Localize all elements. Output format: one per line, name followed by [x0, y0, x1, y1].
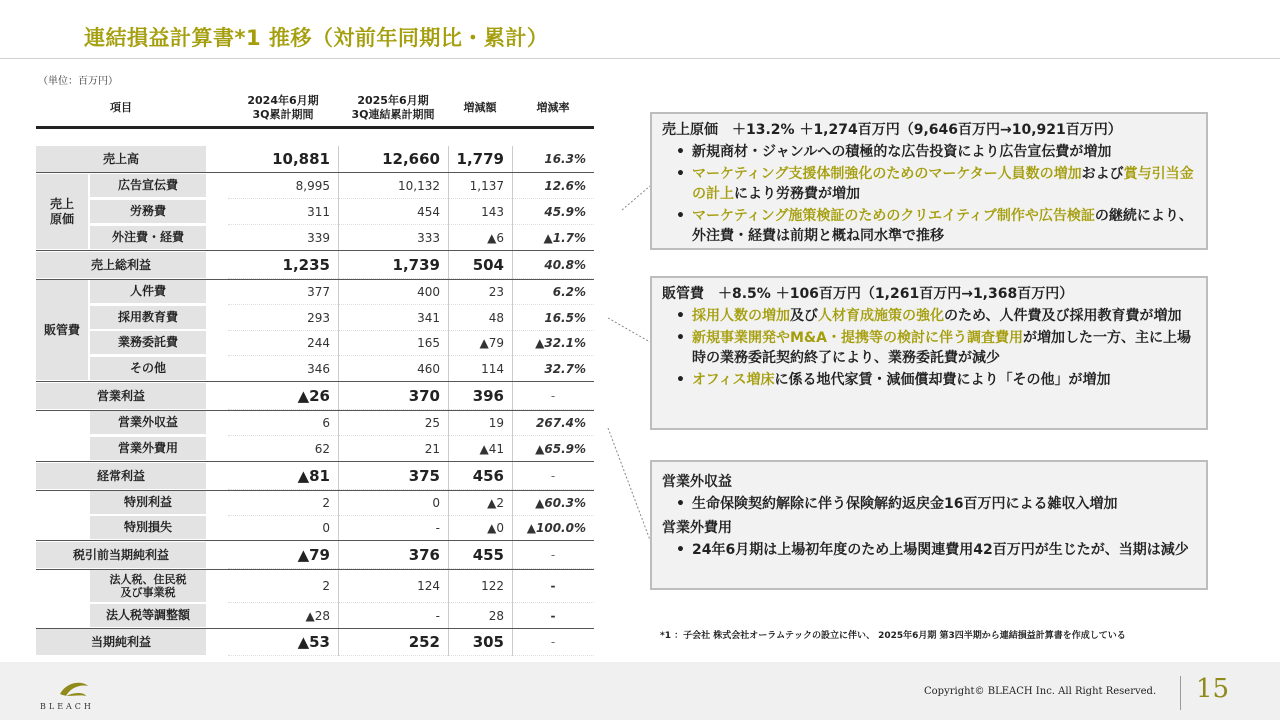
- table-cell: 305: [448, 629, 512, 656]
- table-cell: ▲53: [228, 629, 338, 656]
- footnote: *1 ：子会社 株式会社オーラムテックの設立に伴い、 2025年6月期 第3四半期から連結損益計算書を作成している: [660, 631, 1126, 641]
- bullet-text: 及び: [790, 308, 818, 324]
- table-cell: 32.7%: [512, 357, 594, 382]
- table-cell: 377: [228, 280, 338, 305]
- table-cell: -: [512, 542, 594, 569]
- table-cell: 1,739: [338, 252, 448, 279]
- table-cell: -: [512, 604, 594, 629]
- row-label-pretax: 税引前当期純利益: [36, 542, 206, 568]
- table-cell: ▲100.0%: [512, 516, 594, 541]
- row-label-other: その他: [90, 357, 206, 380]
- table-cell: 0: [338, 491, 448, 516]
- table-cell: 293: [228, 306, 338, 331]
- bullet-text: および: [1081, 166, 1124, 182]
- cogs-bullet-3: [662, 206, 1196, 246]
- table-cell: ▲0: [448, 516, 512, 541]
- header-rate: 増減率: [536, 101, 570, 114]
- table-cell: 165: [338, 331, 448, 356]
- bullet-text: 生命保険契約解除に伴う保険解約返戻金16百万円による雑収入増加: [692, 496, 1118, 512]
- table-cell: 143: [448, 200, 512, 225]
- page-number-divider: [1180, 676, 1181, 710]
- table-cell: ▲32.1%: [512, 331, 594, 356]
- table-cell: ▲6: [448, 226, 512, 251]
- nonop-bullet-1: [662, 494, 1196, 514]
- highlight-text: マーケティング施策検証のためのクリエイティブ制作や広告検証: [692, 208, 1095, 224]
- table-cell: 455: [448, 542, 512, 569]
- group-sga: 販管費: [36, 280, 88, 380]
- table-cell: 1,779: [448, 146, 512, 173]
- table-cell: 267.4%: [512, 411, 594, 436]
- bullet-text: のため、人件費及び採用教育費が増加: [944, 308, 1182, 324]
- highlight-text: 人材育成施策の強化: [818, 308, 944, 324]
- row-label-extra-loss: 特別損失: [90, 516, 206, 539]
- nonop-bullet-2: [662, 540, 1196, 560]
- row-label-nonop-income: 営業外収益: [90, 411, 206, 434]
- table-cell: 40.8%: [512, 252, 594, 279]
- highlight-text: マーケティング支援体制強化のためのマーケター人員数の増加: [692, 166, 1082, 182]
- table-cell: 10,881: [228, 146, 338, 173]
- table-cell: 45.9%: [512, 200, 594, 225]
- sga-heading: 販管費 ＋8.5% ＋106百万円（1,261百万円→1,368百万円）: [662, 286, 1074, 302]
- table-cell: ▲1.7%: [512, 226, 594, 251]
- table-cell: 12,660: [338, 146, 448, 173]
- nonop-expense-heading: 営業外費用: [662, 520, 732, 536]
- row-label-ordinary-profit: 経常利益: [36, 463, 206, 489]
- table-cell: ▲65.9%: [512, 437, 594, 462]
- table-cell: 370: [338, 383, 448, 410]
- table-cell: 12.6%: [512, 174, 594, 199]
- table-cell: 311: [228, 200, 338, 225]
- sga-bullet-1: [662, 306, 1196, 326]
- bullet-text: が増加した一方、主に上場時の業務委託契約終了により、業務委託費が減少: [692, 330, 1191, 366]
- table-cell: ▲60.3%: [512, 491, 594, 516]
- table-cell: -: [338, 516, 448, 541]
- row-label-outsource: 外注費・経費: [90, 226, 206, 249]
- table-cell: 454: [338, 200, 448, 225]
- table-cell: 28: [448, 604, 512, 629]
- table-cell: 244: [228, 331, 338, 356]
- table-cell: 23: [448, 280, 512, 305]
- highlight-text: 新規事業開発やM&A・提携等の検討に伴う調査費用: [692, 330, 1023, 346]
- table-cell: -: [512, 383, 594, 410]
- table-cell: 400: [338, 280, 448, 305]
- highlight-text: 採用人数の増加: [692, 308, 790, 324]
- bullet-text: に係る地代家賃・減価償却費により「その他」が増加: [774, 372, 1111, 388]
- row-label-operating-profit: 営業利益: [36, 383, 206, 409]
- cogs-bullet-2: [662, 164, 1196, 204]
- table-cell: -: [512, 570, 594, 603]
- table-cell: 504: [448, 252, 512, 279]
- table-cell: 396: [448, 383, 512, 410]
- highlight-text: オフィス増床: [692, 372, 775, 388]
- table-cell: 376: [338, 542, 448, 569]
- table-cell: ▲2: [448, 491, 512, 516]
- row-label-income-tax: 法人税、住民税 及び事業税: [90, 570, 206, 602]
- row-label-personnel: 人件費: [90, 280, 206, 303]
- copyright: Copyright© BLEACH Inc. All Right Reserved.: [924, 686, 1157, 697]
- header-item: 項目: [110, 101, 132, 114]
- table-cell: 339: [228, 226, 338, 251]
- header-diff: 増減額: [463, 101, 497, 114]
- table-cell: 0: [228, 516, 338, 541]
- group-cogs: 売上 原価: [36, 174, 88, 249]
- header-2025: 2025年6月期 3Q連結累計期間: [351, 94, 435, 121]
- sga-explanation-box: [650, 276, 1208, 430]
- table-cell: 16.3%: [512, 146, 594, 173]
- nonop-income-heading: 営業外収益: [662, 474, 732, 490]
- table-cell: 21: [338, 437, 448, 462]
- table-cell: 124: [338, 570, 448, 603]
- table-cell: 10,132: [338, 174, 448, 199]
- row-label-sales: 売上高: [36, 146, 206, 172]
- bullet-text: の継続により、外注費・経費は前期と概ね同水準で推移: [692, 208, 1193, 244]
- table-cell: ▲81: [228, 463, 338, 490]
- table-cell: 2: [228, 570, 338, 603]
- row-label-tax-adjust: 法人税等調整額: [90, 604, 206, 627]
- table-cell: 114: [448, 357, 512, 382]
- bullet-text: 新規商材・ジャンルへの積極的な広告投資により広告宣伝費が増加: [692, 144, 1112, 160]
- table-cell: 6: [228, 411, 338, 436]
- sga-bullet-3: [662, 370, 1196, 390]
- row-label-net-income: 当期純利益: [36, 629, 206, 655]
- highlight-text: 賞与引当金の計上: [692, 166, 1194, 202]
- bullet-text: により労務費が増加: [734, 186, 860, 202]
- table-cell: ▲79: [228, 542, 338, 569]
- table-cell: 346: [228, 357, 338, 382]
- table-cell: -: [512, 463, 594, 490]
- row-label-gross-profit: 売上総利益: [36, 252, 206, 278]
- page-number: 15: [1196, 674, 1230, 704]
- table-cell: ▲41: [448, 437, 512, 462]
- cogs-bullet-1: [662, 142, 1196, 162]
- table-cell: 1,137: [448, 174, 512, 199]
- table-cell: 19: [448, 411, 512, 436]
- table-cell: 1,235: [228, 252, 338, 279]
- table-cell: 456: [448, 463, 512, 490]
- row-label-extra-gain: 特別利益: [90, 491, 206, 514]
- table-cell: 16.5%: [512, 306, 594, 331]
- row-label-recruit: 採用教育費: [90, 306, 206, 329]
- table-cell: ▲79: [448, 331, 512, 356]
- table-cell: ▲26: [228, 383, 338, 410]
- bullet-text: 24年6月期は上場初年度のため上場関連費用42百万円が生じたが、当期は減少: [692, 542, 1189, 558]
- cogs-explanation-box: [650, 112, 1208, 250]
- page-title: 連結損益計算書*1 推移（対前年同期比・累計）: [84, 26, 549, 50]
- table-cell: 6.2%: [512, 280, 594, 305]
- table-cell: 62: [228, 437, 338, 462]
- table-cell: 8,995: [228, 174, 338, 199]
- row-label-contract: 業務委託費: [90, 331, 206, 354]
- table-cell: ▲28: [228, 604, 338, 629]
- table-cell: 333: [338, 226, 448, 251]
- sga-bullet-2: [662, 328, 1196, 368]
- table-cell: 48: [448, 306, 512, 331]
- table-cell: 25: [338, 411, 448, 436]
- table-cell: -: [338, 604, 448, 629]
- nonop-explanation-box: [650, 460, 1208, 590]
- table-cell: 341: [338, 306, 448, 331]
- logo-text: BLEACH: [40, 702, 94, 711]
- table-cell: 252: [338, 629, 448, 656]
- table-cell: 460: [338, 357, 448, 382]
- table-cell: -: [512, 629, 594, 656]
- table-cell: 122: [448, 570, 512, 603]
- row-label-labor: 労務費: [90, 200, 206, 223]
- row-label-nonop-expense: 営業外費用: [90, 437, 206, 460]
- row-label-ad: 広告宣伝費: [90, 174, 206, 197]
- header-2024: 2024年6月期 3Q累計期間: [247, 94, 319, 121]
- table-cell: 2: [228, 491, 338, 516]
- table-cell: 375: [338, 463, 448, 490]
- cogs-heading: 売上原価 ＋13.2% ＋1,274百万円（9,646百万円→10,921百万円）: [662, 122, 1122, 138]
- unit-label: （単位：百万円）: [38, 76, 118, 87]
